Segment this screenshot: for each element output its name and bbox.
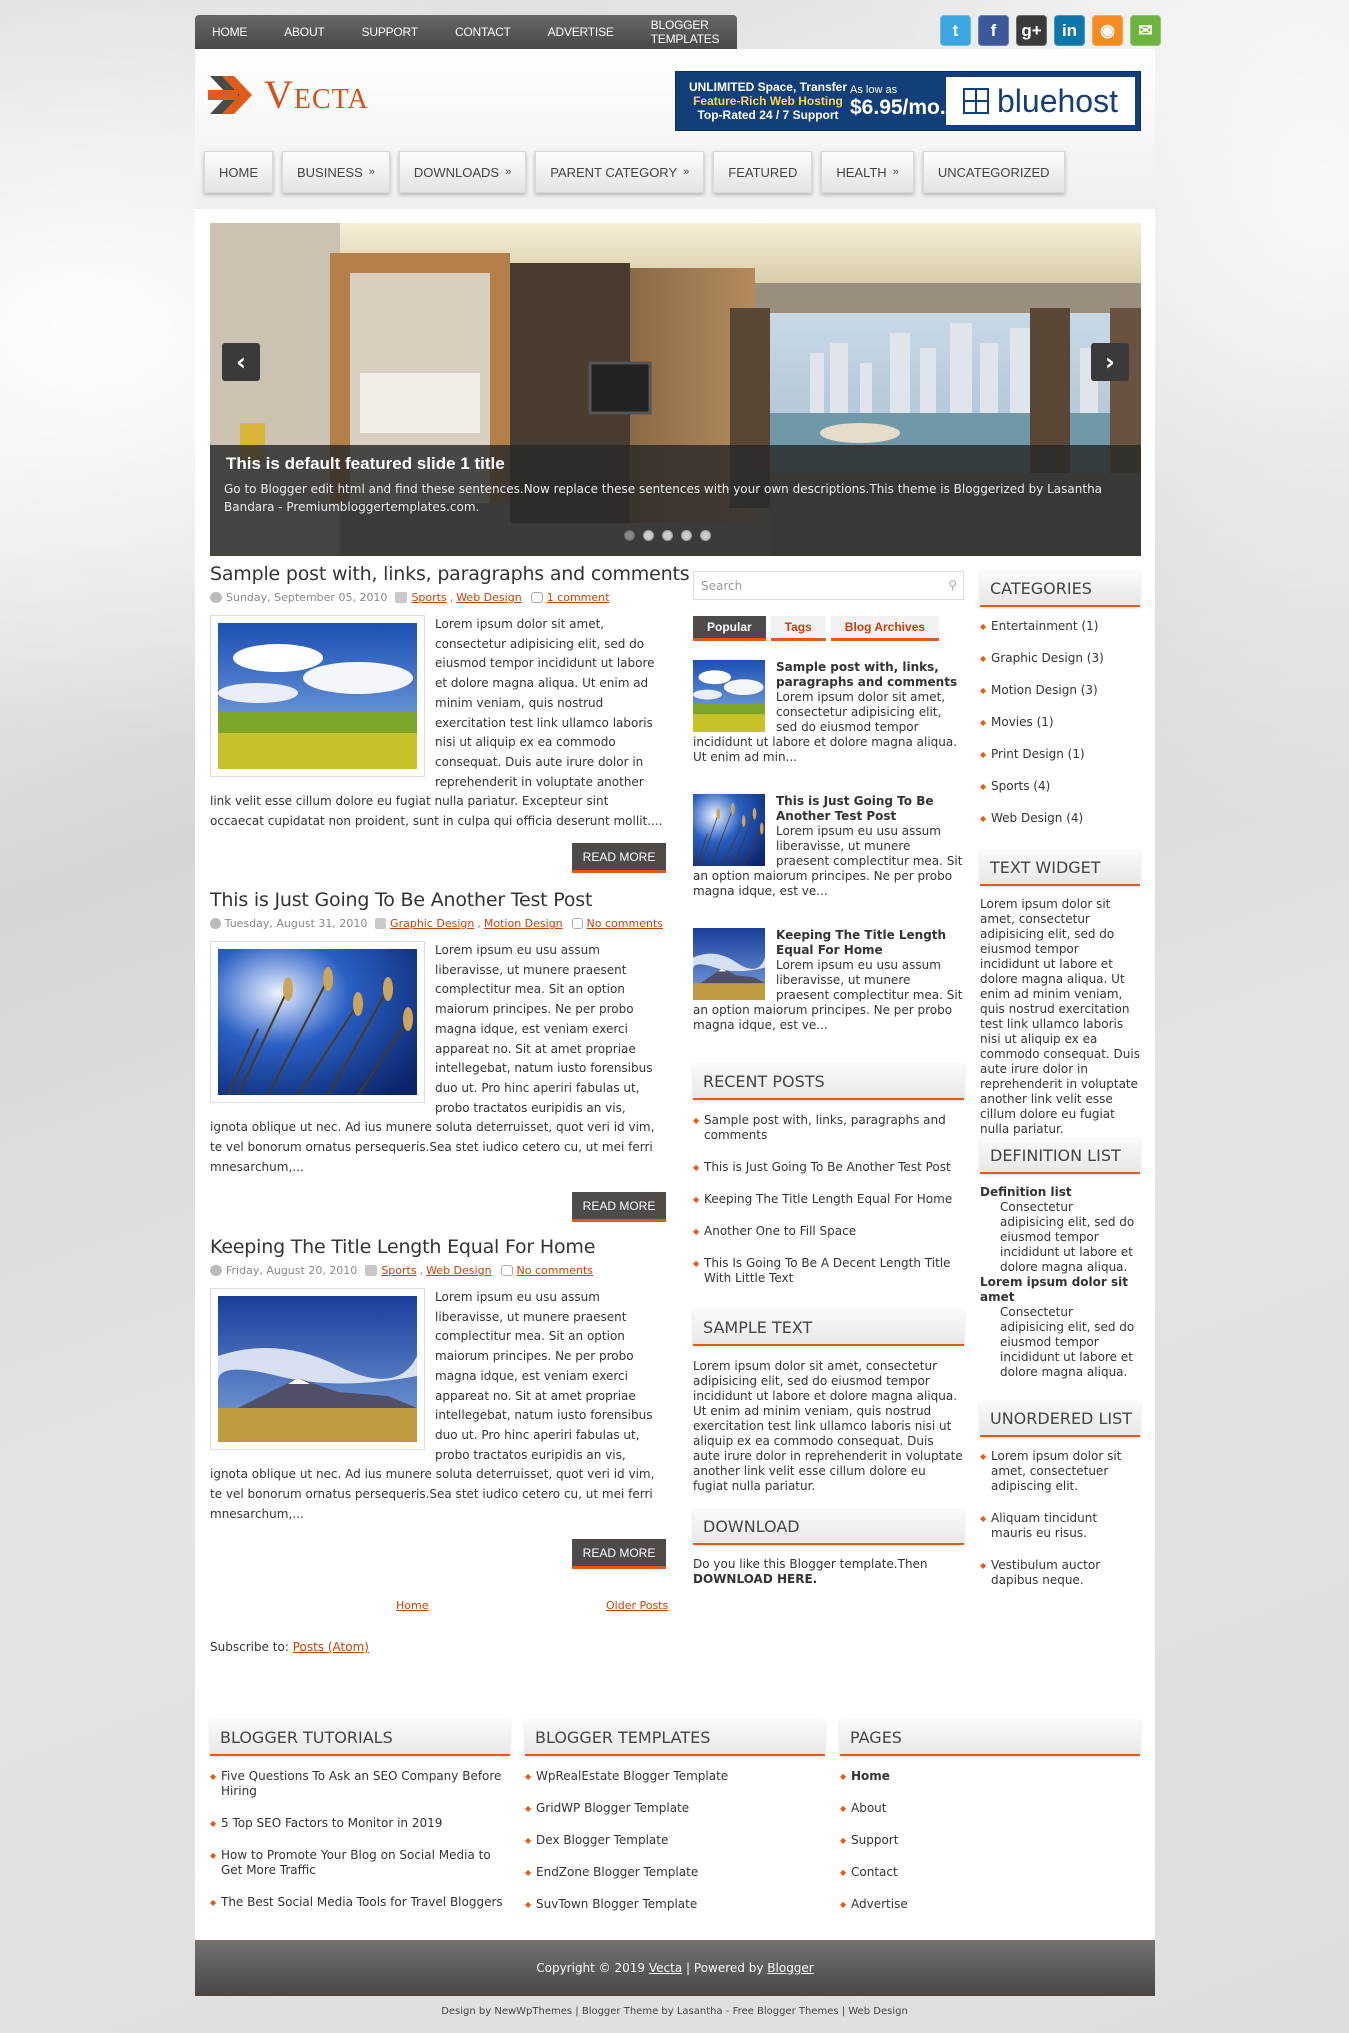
definition-term-2: Lorem ipsum dolor sit amet: [980, 1275, 1128, 1304]
posts-atom-link[interactable]: Posts (Atom): [292, 1640, 369, 1654]
chevron-left-icon: ‹: [236, 348, 246, 376]
comments-link[interactable]: No comments: [516, 1264, 593, 1277]
comma-separator: ,: [419, 1264, 424, 1277]
chevron-right-icon: ›: [1105, 348, 1115, 376]
subscribe-line: [210, 1640, 369, 1654]
list-item[interactable]: ◆ How to Promote Your Blog on Social Media to Get More Traffic: [210, 1848, 510, 1878]
search-input[interactable]: [693, 571, 964, 600]
list-item[interactable]: ◆ Motion Design (3): [980, 683, 1140, 698]
popular-post-item: [693, 794, 965, 899]
comments-link[interactable]: 1 comment: [546, 591, 610, 604]
folder-icon: [365, 1265, 377, 1276]
nav-item-label: HEALTH: [836, 164, 887, 180]
older-posts-link[interactable]: Older Posts: [606, 1599, 669, 1612]
submenu-arrow-icon: »: [368, 166, 375, 178]
post-body: [210, 615, 666, 832]
list-item[interactable]: ◆ The Best Social Media Tools for Travel Bloggers: [210, 1895, 510, 1910]
post-date: Friday, August 20, 2010: [226, 1264, 358, 1277]
post-title[interactable]: Sample post with, links, paragraphs and comments: [210, 563, 690, 585]
nav-item-featured[interactable]: [713, 151, 812, 193]
sidebar-tabs: [693, 616, 944, 641]
post-date: Sunday, September 05, 2010: [226, 591, 388, 604]
post-category-link[interactable]: Graphic Design: [390, 917, 475, 930]
facebook-icon[interactable]: [978, 15, 1009, 46]
topnav-blogger-templates[interactable]: BLOGGER TEMPLATES: [650, 18, 720, 46]
bluehost-grid-icon: [963, 88, 989, 114]
list-item[interactable]: ◆ Dex Blogger Template: [525, 1833, 825, 1848]
download-here-link[interactable]: DOWNLOAD HERE.: [693, 1572, 818, 1586]
slider-dot-3[interactable]: [662, 530, 673, 541]
social-icons: [933, 15, 1161, 46]
ad-price: $6.95/mo.: [850, 96, 946, 119]
comment-icon: [572, 918, 583, 929]
rss-icon-glyph: ◉: [1100, 20, 1115, 40]
read-more-button[interactable]: READ MORE: [572, 843, 666, 873]
unordered-list: [980, 1449, 1140, 1605]
slider-dot-2[interactable]: [643, 530, 654, 541]
twitter-icon-glyph: t: [952, 20, 959, 40]
twitter-icon[interactable]: [940, 15, 971, 46]
facebook-icon-glyph: f: [990, 20, 997, 40]
list-item[interactable]: ◆ Advertise: [840, 1897, 1140, 1912]
nav-item-label: HOME: [219, 164, 258, 180]
subscribe-label: Subscribe to:: [210, 1640, 289, 1654]
slider-prev-button[interactable]: [222, 343, 260, 381]
folder-icon: [395, 592, 407, 603]
post-date: Tuesday, August 31, 2010: [224, 917, 368, 930]
ad-line-1: UNLIMITED Space, Transfer: [688, 80, 848, 94]
rss-icon[interactable]: [1092, 15, 1123, 46]
post-excerpt: Lorem ipsum eu usu assum liberavisse, ut munere praesent complectitur mea. Sit an option maiorum principes. Ne per probo magna idque, est veniam exerci appareat no. Sit at amet propriae intellegebat, natum iusto forensibus duo ut. Pro hinc aperiri fabulas ut, probo tractatos euripidis an vis, ignota oblique ut nec. Ad ius munere soluta deterruisset, quot veri id vim, te vel bonorum ornatus persequeris.Sea stet iudico cetero cu, ut mei ferri mnesarchum,...: [210, 1290, 655, 1521]
post-category-link[interactable]: Sports: [381, 1264, 417, 1277]
post-body: [210, 941, 666, 1177]
post-title[interactable]: Keeping The Title Length Equal For Home: [210, 1236, 596, 1258]
popular-post-thumbnail[interactable]: [693, 794, 765, 866]
nav-item-label: UNCATEGORIZED: [937, 164, 1050, 180]
popular-post-title[interactable]: Keeping The Title Length Equal For Home: [776, 928, 947, 957]
nav-item-label: DOWNLOADS: [413, 164, 500, 180]
ad-line-2: Feature-Rich Web Hosting: [693, 94, 843, 108]
post-meta: [210, 1264, 666, 1277]
google-plus-icon[interactable]: [1016, 15, 1047, 46]
popular-post-title[interactable]: This is Just Going To Be Another Test Post: [776, 794, 934, 823]
submenu-arrow-icon: »: [683, 166, 690, 178]
tab-tags[interactable]: Tags: [771, 616, 826, 641]
topnav-about[interactable]: ABOUT: [284, 25, 325, 39]
list-item[interactable]: ◆ Movies (1): [980, 715, 1140, 730]
submenu-arrow-icon: »: [505, 166, 512, 178]
list-item[interactable]: ◆ Entertainment (1): [980, 619, 1140, 634]
folder-icon: [375, 918, 386, 929]
post-category-link[interactable]: Web Design: [426, 1264, 492, 1277]
nav-item-uncategorized[interactable]: [923, 151, 1065, 193]
nav-item-parent-category[interactable]: [535, 151, 704, 193]
list-item[interactable]: ◆ 5 Top SEO Factors to Monitor in 2019: [210, 1816, 510, 1831]
list-item[interactable]: ◆ WpRealEstate Blogger Template: [525, 1769, 825, 1784]
slider-next-button[interactable]: [1091, 343, 1129, 381]
topnav-contact[interactable]: CONTACT: [454, 25, 511, 39]
post-thumbnail[interactable]: [210, 941, 425, 1103]
tab-blog-archives[interactable]: Blog Archives: [831, 616, 939, 641]
ad-line-3: Top-Rated 24 / 7 Support: [697, 108, 839, 122]
comment-icon: [531, 592, 543, 603]
footer-pages-title: PAGES: [840, 1720, 1140, 1756]
download-body: [693, 1557, 964, 1587]
tab-popular[interactable]: Popular: [693, 616, 766, 641]
list-item: ◆ Lorem ipsum dolor sit amet, consectetuer adipiscing elit.: [980, 1449, 1140, 1494]
slider-dot-4[interactable]: [681, 530, 692, 541]
topnav-support[interactable]: SUPPORT: [361, 25, 418, 39]
list-item[interactable]: ◆ Sample post with, links, paragraphs and comments: [693, 1113, 963, 1143]
comments-link[interactable]: No comments: [586, 917, 663, 930]
download-text: Do you like this Blogger template.Then: [693, 1557, 928, 1571]
list-item: ◆ Vestibulum auctor dapibus neque.: [980, 1558, 1140, 1588]
list-item[interactable]: ◆ Web Design (4): [980, 811, 1140, 826]
popular-post-item: [693, 660, 965, 765]
blog-post: [210, 889, 666, 1213]
recent-posts-list: [693, 1113, 963, 1303]
list-item[interactable]: ◆ This is Just Going To Be Another Test Post: [693, 1160, 963, 1175]
copyright-site-link[interactable]: Vecta: [648, 1961, 683, 1975]
read-more-button[interactable]: READ MORE: [572, 1539, 666, 1569]
linkedin-icon[interactable]: [1054, 15, 1085, 46]
clock-icon: [210, 918, 221, 929]
list-item[interactable]: ◆ Print Design (1): [980, 747, 1140, 762]
ad-as-low-as: As low as: [850, 84, 898, 96]
post-meta: [210, 591, 666, 604]
post-title[interactable]: This is Just Going To Be Another Test Post: [210, 889, 593, 911]
list-item[interactable]: ◆ EndZone Blogger Template: [525, 1865, 825, 1880]
blog-post: [210, 1236, 666, 1560]
powered-by-text: | Powered by: [686, 1961, 764, 1975]
popular-post-thumbnail[interactable]: [693, 928, 765, 1000]
topnav-home[interactable]: HOME: [212, 25, 248, 39]
slider-pagination: [624, 530, 719, 541]
list-item[interactable]: ◆ Keeping The Title Length Equal For Home: [693, 1192, 963, 1207]
post-meta: [210, 917, 666, 930]
copyright-text: Copyright © 2019: [536, 1961, 646, 1975]
footer-templates-title: BLOGGER TEMPLATES: [525, 1720, 825, 1756]
popular-post-thumbnail[interactable]: [693, 660, 765, 732]
text-widget-title: TEXT WIDGET: [980, 850, 1140, 886]
post-thumbnail[interactable]: [210, 1288, 425, 1450]
list-item[interactable]: ◆ About: [840, 1801, 1140, 1816]
popular-post-item: [693, 928, 965, 1033]
definition-term-1: Definition list: [980, 1185, 1072, 1199]
footer-pages-list: [840, 1769, 1140, 1929]
nav-item-label: PARENT CATEGORY: [550, 164, 678, 180]
list-item[interactable]: ◆ Five Questions To Ask an SEO Company Before Hiring: [210, 1769, 510, 1799]
home-link[interactable]: Home: [396, 1599, 429, 1612]
topnav-advertise[interactable]: ADVERTISE: [547, 25, 614, 39]
list-item: ◆ Aliquam tincidunt mauris eu risus.: [980, 1511, 1140, 1541]
slider-dot-5[interactable]: [700, 530, 711, 541]
definition-list-title: DEFINITION LIST: [980, 1138, 1140, 1174]
nav-item-business[interactable]: [282, 151, 390, 193]
list-item[interactable]: ◆ Another One to Fill Space: [693, 1224, 963, 1239]
definition-desc-1: Consectetur adipisicing elit, sed do eiusmod tempor incididunt ut labore et dolore magna aliqua.: [1000, 1200, 1135, 1274]
footer-tutorials-title: BLOGGER TUTORIALS: [210, 1720, 510, 1756]
bluehost-ad-banner[interactable]: [675, 71, 1141, 131]
popular-post-excerpt: Lorem ipsum eu usu assum liberavisse, ut munere praesent complectitur mea. Sit an option maiorum principes. Ne per probo magna idque, est ve...: [693, 958, 963, 1032]
slide-title[interactable]: This is default featured slide 1 title: [226, 454, 505, 473]
blog-post: [210, 563, 690, 864]
list-item[interactable]: ◆ This Is Going To Be A Decent Length Title With Little Text: [693, 1256, 963, 1286]
definition-list: [980, 1185, 1140, 1380]
definition-desc-2: Consectetur adipisicing elit, sed do eiusmod tempor incididunt ut labore et dolore magna aliqua.: [1000, 1305, 1135, 1379]
sample-text-body: Lorem ipsum dolor sit amet, consectetur adipisicing elit, sed do eiusmod tempor incididunt ut labore et dolore magna aliqua. Ut enim ad minim veniam, quis nostrud exercitation test link ullamco laboris nisi ut aliquip ex ea commodo consequat. Duis aute irure dolor in reprehenderit in voluptate another link velit esse cillum dolore eu fugiat nulla pariatur.: [693, 1359, 963, 1493]
nav-item-health[interactable]: [821, 151, 913, 193]
main-navigation: [204, 151, 1074, 193]
clock-icon: [210, 1265, 222, 1276]
post-excerpt: Lorem ipsum dolor sit amet, consectetur adipisicing elit, sed do eiusmod tempor incididunt ut labore et dolore magna aliqua. Ut enim ad minim veniam, quis nostrud exercitation test link ullamco laboris nisi ut aliquip ex ea commodo consequat. Duis aute irure dolor in reprehenderit in voluptate another link velit esse cillum dolore eu fugiat nulla pariatur. Excepteur sint occaecat cupidatat non proident, sunt in culpa qui officia deserunt mollit....: [210, 617, 663, 829]
submenu-arrow-icon: »: [892, 166, 899, 178]
comment-icon: [501, 1265, 513, 1276]
slider-dot-1[interactable]: [624, 530, 635, 541]
comma-separator: ,: [449, 591, 454, 604]
nav-item-label: FEATURED: [728, 164, 798, 180]
post-category-link[interactable]: Motion Design: [483, 917, 563, 930]
featured-slider: [210, 223, 1141, 556]
search-placeholder: Search: [701, 579, 743, 593]
categories-title: CATEGORIES: [980, 571, 1140, 607]
nav-item-label: BUSINESS: [297, 164, 363, 180]
slide-description: Go to Blogger edit html and find these sentences.Now replace these sentences with your own descriptions.This theme is Bloggerized by Lasantha Bandara - Premiumbloggertemplates.com.: [224, 482, 1103, 514]
credits-line: Design by NewWpThemes | Blogger Theme by Lasantha - Free Blogger Themes | Web Design: [441, 2006, 908, 2017]
blogger-link[interactable]: Blogger: [767, 1961, 814, 1975]
post-category-link[interactable]: Web Design: [456, 591, 522, 604]
top-navigation: [195, 15, 737, 49]
list-item[interactable]: ◆ Support: [840, 1833, 1140, 1848]
comma-separator: ,: [477, 917, 481, 930]
popular-post-excerpt: Lorem ipsum dolor sit amet, consectetur adipisicing elit, sed do eiusmod tempor incididunt ut labore et dolore magna aliqua. Ut enim ad min...: [693, 690, 958, 764]
read-more-button[interactable]: READ MORE: [572, 1192, 666, 1222]
list-item[interactable]: ◆ Sports (4): [980, 779, 1140, 794]
site-title: Vecta: [264, 72, 369, 117]
google-plus-icon-glyph: g+: [1021, 20, 1042, 40]
list-item[interactable]: ◆ GridWP Blogger Template: [525, 1801, 825, 1816]
ad-brand: bluehost: [997, 82, 1118, 119]
post-category-link[interactable]: Sports: [411, 591, 447, 604]
clock-icon: [210, 592, 222, 603]
post-thumbnail[interactable]: [210, 615, 425, 777]
footer-templates-list: [525, 1769, 825, 1929]
logo-arrow-icon: [208, 72, 256, 118]
email-icon-glyph: ✉: [1138, 20, 1153, 40]
site-logo[interactable]: [208, 71, 369, 118]
recent-posts-title: RECENT POSTS: [693, 1064, 964, 1100]
list-item[interactable]: ◆ Contact: [840, 1865, 1140, 1880]
sample-text-title: SAMPLE TEXT: [693, 1310, 964, 1346]
copyright-bar: [195, 1940, 1155, 1996]
list-item[interactable]: ◆ Graphic Design (3): [980, 651, 1140, 666]
nav-item-downloads[interactable]: [399, 151, 526, 193]
categories-list: [980, 619, 1140, 843]
download-title: DOWNLOAD: [693, 1509, 964, 1545]
footer-tutorials-list: [210, 1769, 510, 1927]
post-excerpt: Lorem ipsum eu usu assum liberavisse, ut munere praesent complectitur mea. Sit an option maiorum principes. Ne per probo magna idque, est veniam exerci appareat no. Sit at amet propriae intellegebat, natum iusto forensibus duo ut. Pro hinc aperiri fabulas ut, probo tractatos euripidis an vis, ignota oblique ut nec. Ad ius munere soluta deterruisset, quot veri id vim, te vel bonorum ornatus persequeris.Sea stet iudico cetero cu, ut mei ferri mnesarchum,...: [210, 943, 655, 1174]
popular-post-excerpt: Lorem ipsum eu usu assum liberavisse, ut munere praesent complectitur mea. Sit an option maiorum principes. Ne per probo magna idque, est ve...: [693, 824, 963, 898]
nav-item-home[interactable]: [204, 151, 273, 193]
unordered-list-title: UNORDERED LIST: [980, 1401, 1140, 1437]
search-icon[interactable]: ⚲: [948, 578, 957, 592]
text-widget-body: Lorem ipsum dolor sit amet, consectetur adipisicing elit, sed do eiusmod tempor incididunt ut labore et dolore magna aliqua. Ut enim ad minim veniam, quis nostrud exercitation test link ullamco laboris nisi ut aliquip ex ea commodo consequat. Duis aute irure dolor in reprehenderit in voluptate another link velit esse cillum dolore eu fugiat nulla pariatur.: [980, 897, 1140, 1136]
popular-post-title[interactable]: Sample post with, links, paragraphs and comments: [776, 660, 958, 689]
linkedin-icon-glyph: in: [1061, 20, 1078, 40]
list-item[interactable]: ◆ SuvTown Blogger Template: [525, 1897, 825, 1912]
email-icon[interactable]: [1130, 15, 1161, 46]
list-item[interactable]: ◆ Home: [840, 1769, 1140, 1784]
post-body: [210, 1288, 666, 1524]
